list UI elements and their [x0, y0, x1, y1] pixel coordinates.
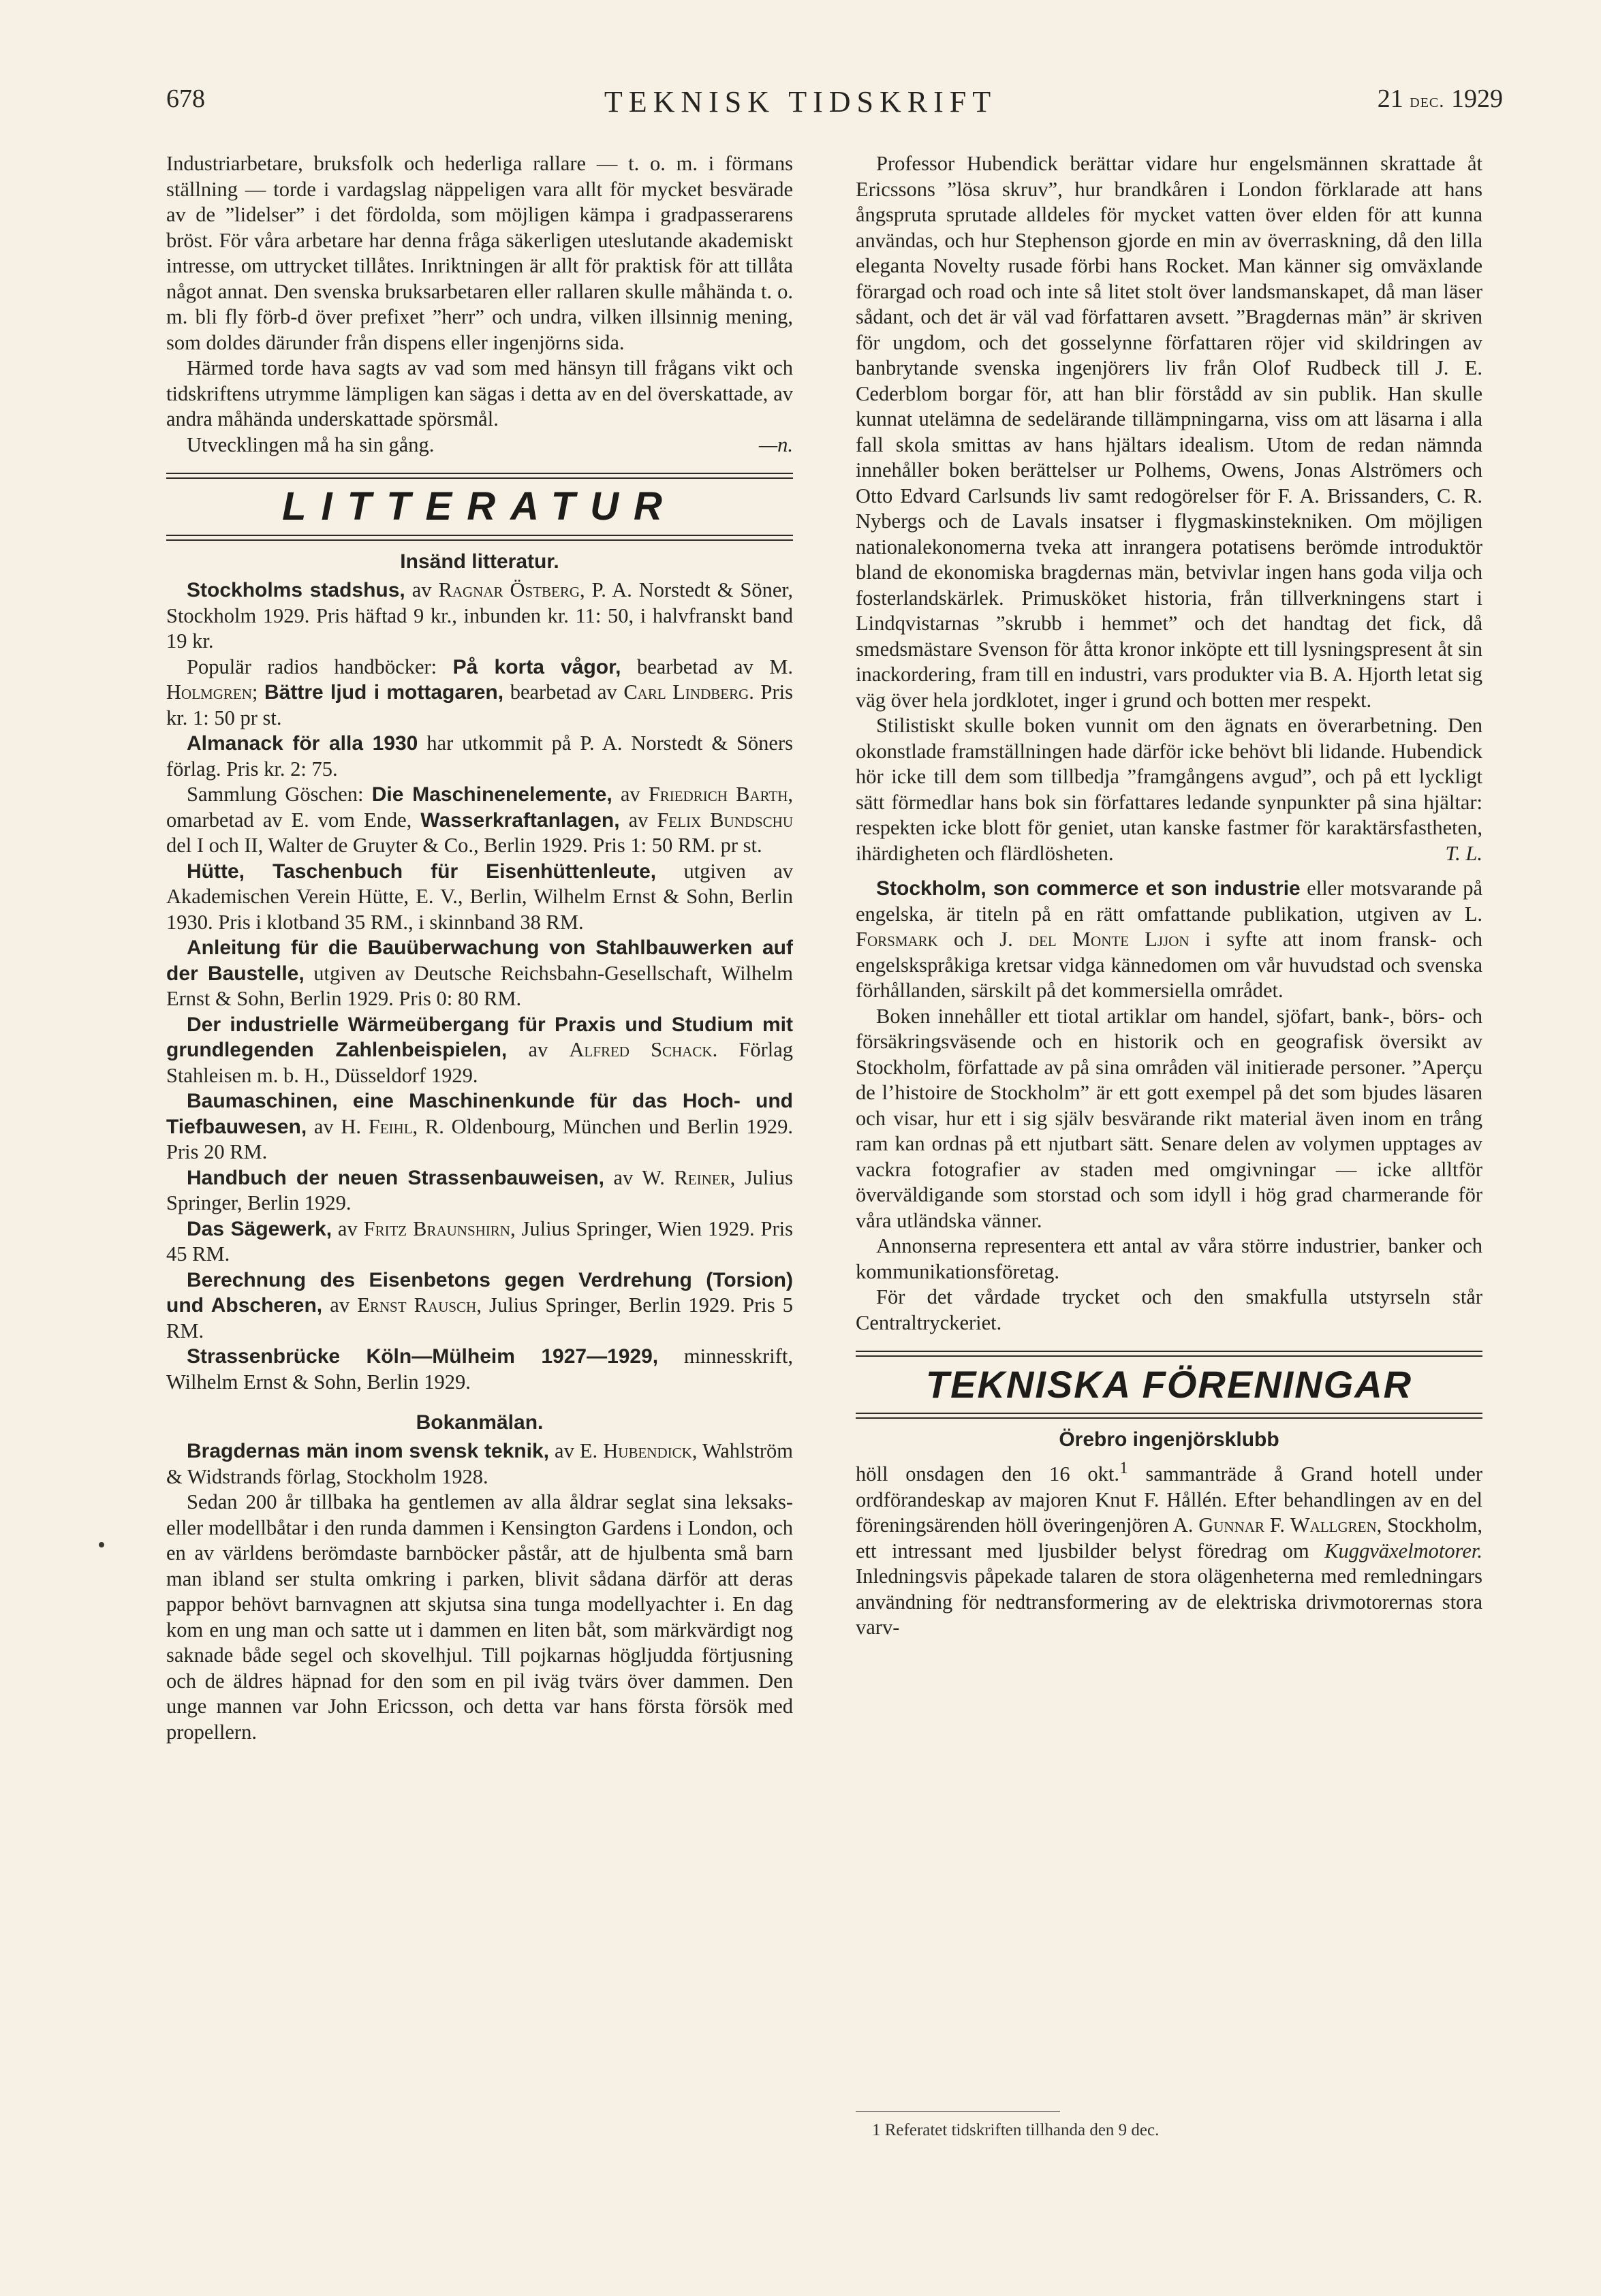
entry-text: Pris kr. 1: 50 pr st.	[166, 680, 793, 729]
insand-litteratur-heading: Insänd litteratur.	[400, 550, 559, 573]
banner-rule-top	[856, 1351, 1482, 1357]
review-citation	[166, 1438, 793, 1490]
book-entry	[166, 578, 793, 655]
book-author: Feihl,	[368, 1114, 418, 1138]
book-title: Stockholm, son commerce et son industrie	[876, 877, 1301, 900]
entry-text: P. A. Norstedt & Söner, Stockholm 1929. Pris häftad 9 kr., inbunden kr. 11: 50, i halvfranskt band 19 kr.	[166, 578, 793, 652]
orebro-heading: Örebro ingenjörsklubb	[1059, 1428, 1279, 1451]
stockholm-paragraph-3: Annonserna representera ett antal av våra större industrier, banker och kommunikationsföretag.	[856, 1234, 1482, 1283]
book-entry	[166, 731, 793, 782]
talk-title: Kuggväxelmotorer.	[1324, 1539, 1482, 1562]
book-author: Forsmark	[856, 928, 938, 951]
book-title: På korta vågor,	[452, 655, 621, 678]
book-title: Almanack för alla 1930	[187, 732, 418, 755]
book-title: Bragdernas män inom svensk teknik,	[187, 1440, 549, 1462]
entry-text: av	[405, 578, 439, 601]
book-author: del Monte Ljjon	[1028, 928, 1190, 951]
entry-text: Populär radios handböcker:	[187, 655, 453, 678]
entry-text: av H.	[307, 1114, 369, 1138]
entry-text: av	[507, 1038, 570, 1061]
book-title: Die Maschinenelemente,	[371, 783, 612, 806]
book-entry	[166, 1088, 793, 1165]
book-title: Berechnung des Eisenbetons gegen Verdrehung (Torsion) und Abscheren,	[166, 1268, 793, 1317]
entry-text: bearbetad av	[503, 680, 624, 704]
intro-paragraph-3	[166, 433, 793, 458]
entry-text: utgiven av Akademischen Verein Hütte, E. V., Berlin, Wilhelm Ernst & Sohn, Berlin 1930. Pris i klotband 35 RM., i skinnband 38 RM.	[166, 859, 793, 934]
book-author: Alfred Schack.	[569, 1038, 718, 1061]
entry-text: höll onsdagen den 16 okt.	[856, 1462, 1120, 1486]
book-entry	[166, 1344, 793, 1395]
spacer	[166, 1395, 793, 1404]
entry-text: F.	[1264, 1513, 1290, 1537]
entry-text: Julius Springer, Berlin 1929. Pris 5 RM.	[166, 1293, 793, 1342]
entry-text: i syfte att inom fransk- och engelskspråkiga kretsar vidga kännedomen om vår huvudstad och svenska förhållanden, särskilt på det kommersiella området.	[856, 928, 1482, 1002]
banner-rule-top	[166, 473, 793, 479]
book-author: Carl Lindberg.	[623, 680, 754, 704]
book-author: Fritz Braunshirn,	[363, 1216, 516, 1240]
book-title: Stockholms stadshus,	[187, 579, 405, 601]
book-title: Strassenbrücke Köln—Mülheim 1927—1929,	[187, 1345, 659, 1368]
entry-text: och J.	[937, 928, 1029, 951]
entry-text: minnesskrift, Wilhelm Ernst & Sohn, Berlin 1929.	[166, 1344, 793, 1394]
book-title: Anleitung für die Bauüberwachung von Stahlbauwerken auf der Baustelle,	[166, 937, 793, 985]
footnote-mark: 1	[872, 2121, 881, 2139]
entry-text: eller motsvarande på engelska, är titeln på en rätt omfattande publikation, utgiven av L.	[856, 877, 1482, 926]
litteratur-banner	[166, 473, 793, 541]
book-title: Handbuch der neuen Strassenbauweisen,	[187, 1166, 604, 1189]
book-author: Holmgren;	[166, 680, 258, 704]
entry-text: Förlag Stahleisen m. b. H., Düsseldorf 1929.	[166, 1038, 793, 1087]
stockholm-paragraph-2: Boken innehåller ett tiotal artiklar om handel, sjöfart, bank-, börs- och försäkringsväsende och en historik och en geografisk översikt av Stockholm, författade av på sina områden väl initierade personer. ”Aperçu de l’histoire de Stockholm” är ett gott exempel på det som bjudes läsaren och visar, hur ett i sig själv besvärande rikt material även inom en trång ram kan ordnas på ett njutbart sätt. Senare delen av volymen upptages av vackra fotografier av staden med omgivningar — icke alltför överväldigande som storstad och som idyll i hög grad charmerande för våra utländska vänner.	[856, 1004, 1482, 1232]
banner-rule-bottom	[856, 1413, 1482, 1419]
issue-year: 1929	[1451, 84, 1503, 113]
book-title: Wasserkraftanlagen,	[420, 808, 620, 832]
entry-text: har utkommit på P. A. Norstedt & Söners förlag. Pris kr. 2: 75.	[166, 732, 793, 781]
footnote-ref: 1	[1119, 1458, 1128, 1477]
book-entry	[166, 655, 793, 732]
entry-text: R. Oldenbourg, München und Berlin 1929. Pris 20 RM.	[166, 1114, 793, 1163]
entry-text: av	[612, 783, 649, 806]
book-entry	[856, 876, 1482, 1004]
intro-closing-line: Utvecklingen må ha sin gång.	[187, 433, 435, 456]
entry-text: av	[322, 1293, 358, 1317]
tekniska-foreningar-banner	[856, 1351, 1482, 1419]
book-title: Der industrielle Wärmeübergang für Praxis und Studium mit grundlegenden Zahlenbeispielen,	[166, 1013, 793, 1061]
speaker-name: Gunnar	[1198, 1513, 1264, 1537]
book-title: Baumaschinen, eine Maschinenkunde für das Hoch- und Tiefbauwesen,	[166, 1090, 793, 1138]
entry-text: Sammlung Göschen:	[187, 783, 372, 806]
book-author: Hubendick,	[603, 1439, 698, 1462]
page-number: 678	[166, 84, 205, 113]
review-paragraph-2: Professor Hubendick berättar vidare hur engelsmännen skrattade åt Ericssons ”lösa skruv”, hur brandkåren i London förklarade att hans ångspruta sprutade alldeles för mycket vatten över elden för att kunna användas, och hur Stephenson gjorde en min av överraskning, då den lilla eleganta Novelty rusade förbi hans Rocket. Man känner sig omväxlande förargad och road och inte så litet stolt över landsmanskapet, då man läser sådant, och det är väl vad författaren avsett. ”Bragdernas män” är skriven för ungdom, och det gosselynne författaren röjer vid skildringen av banbrytande svenska ingenjörers liv från Olof Rudbeck till J. E. Cederblom borgar för, att han blir förstådd av sin publik. Han skulle kunnat utelämna de sedelärande tillämpningarna, viss om att läsarna i alla fall skola smittas av hans hjältars idealism. Utom de redan nämnda innehåller boken berättelser ur Polhems, Owens, Jonas Alströmers och Otto Edvard Carlsunds liv samt redogörelser för F. A. Brissanders, C. R. Nybergs och de Lavals insatser i flygmaskinstekniken. Om möjligen nationalekonomerna tveka att inrangera potatisens berömde introduktör bland de ekonomiska bragdernas män, betvivlar ingen hans goda vilja och fosterlandskärlek. Primusköket historia, från tillverkningens start i Lindqvistarnas ”skrubb i hemmet” och det handtag det fick, då smedsmästare Svenson för åtta kronor inköpte ett till lysningspresent åt sin inackordering, fram till en industri, vars produkter via B. A. Hjorth letat sig väg över hela jordklotet, inger i grund och botten mer respekt.	[856, 152, 1482, 712]
entry-text: sammanträde å Grand hotell under ordförandeskap av majoren Knut F. Hållén. Efter behandlingen av en del föreningsärenden höll överingenjören A.	[856, 1462, 1483, 1537]
entry-text: del I och II, Walter de Gruyter & Co., Berlin 1929. Pris 1: 50 RM. pr st.	[166, 834, 762, 857]
banner-rule-bottom	[166, 535, 793, 541]
entry-text: av	[619, 808, 657, 832]
entry-text: bearbetad av M.	[621, 655, 793, 678]
footnote	[872, 2120, 1485, 2141]
entry-text: Julius Springer, Wien 1929. Pris 45 RM.	[166, 1216, 793, 1265]
review-signature: T. L.	[1445, 841, 1482, 865]
tekniska-foreningar-banner-title: TEKNISKA FÖRENINGAR	[925, 1363, 1413, 1406]
book-author: Reiner,	[674, 1165, 736, 1189]
book-title: Das Sägewerk,	[187, 1217, 332, 1240]
book-title: Hütte, Taschenbuch für Eisenhüttenleute,	[187, 860, 657, 883]
book-entry	[166, 1012, 793, 1089]
entry-text: av W.	[604, 1165, 674, 1189]
intro-signature: —n.	[759, 433, 793, 456]
intro-paragraph-1: Industriarbetare, bruksfolk och hederliga rallare — t. o. m. i förmans ställning — torde i vardagslag näppeligen vara allt för mycket besvärade av de ”lidelser” i det fördolda, som möjligen kämpa i gradpasserarens bröst. För våra arbetare har denna fråga säkerligen uteslutande akademiskt intresse, om uttrycket tillåtes. Inriktningen är allt för praktisk för att tillåta något annat. Den svenska bruksarbetaren eller rallaren skulle måhända t. o. m. bli fly förb-d över prefixet ”herr” och undra, vilken illsinnig mening, som doldes därunder från dispens eller ingenjörns sida.	[166, 152, 793, 354]
book-entry	[166, 1268, 793, 1344]
issue-day: 21	[1377, 84, 1403, 113]
litteratur-banner-title: LITTERATUR	[282, 484, 677, 529]
entry-text: utgiven av Deutsche Reichsbahn-Gesellschaft, Wilhelm Ernst & Sohn, Berlin 1929. Pris 0: 80 RM.	[166, 961, 793, 1010]
entry-text: Wahlström & Widstrands förlag, Stockholm 1928.	[166, 1439, 794, 1488]
book-entry	[166, 1165, 793, 1216]
left-column	[166, 151, 793, 1745]
review-paragraph-3-text: Stilistiskt skulle boken vunnit om den ägnats en överarbetning. Den okonstlade framställningen hade därför icke behövt bli lidande. Hubendick hör icke till dem som tillbedja ”framgångens avgud”, och på ett lyckligt sätt förmedlar hans bok sin författares ledande synpunkter på sina hjältar: respekten icke blott för geniet, utan kanske fastmer för karaktärsfastheten, ihärdigheten och flärdlösheten.	[856, 714, 1482, 865]
entry-text	[258, 680, 264, 704]
entry-text: Stockholm, ett intressant med ljusbilder belyst föredrag om	[856, 1513, 1482, 1562]
issue-month: dec.	[1410, 90, 1445, 112]
speaker-name: Wallgren,	[1290, 1513, 1382, 1537]
footnote-rule	[856, 2111, 1060, 2112]
book-author: Friedrich Barth,	[648, 783, 793, 806]
book-entry	[166, 782, 793, 859]
book-author: Ragnar Östberg,	[438, 578, 585, 601]
review-paragraph-1: Sedan 200 år tillbaka ha gentlemen av alla åldrar seglat sina leksaks- eller modellbåtar i den runda dammen i Kensington Gardens i London, och en av världens berömdaste barnböcker påstår, att de hjulbenta små barn man ibland ser stulta omkring i parken, blivit sådana därför att deras pappor behövt barnvagnen att skjutsa sina tunga modellyachter i. En dag kom en ung man och satte ut i dammen en liten båt, som märkvärdigt nog saknade både segel och skovelhjul. Till pojkarnas högljudda förtjusning och de äldres häpnad for den som en pil iväg tvärs över dammen. Den unge mannen var John Ericsson, och detta var hans första försök med propellern.	[166, 1490, 793, 1744]
book-entry	[166, 935, 793, 1012]
journal-title: TEKNISK TIDSKRIFT	[604, 85, 997, 119]
entry-text: av E.	[548, 1439, 604, 1462]
orebro-paragraph	[856, 1456, 1482, 1641]
book-author: Felix Bundschu	[657, 808, 794, 832]
entry-text: Julius Springer, Berlin 1929.	[166, 1165, 793, 1214]
entry-text: av	[332, 1216, 364, 1240]
issue-date	[1378, 86, 1503, 112]
margin-speck	[99, 1542, 104, 1547]
review-paragraph-3	[856, 713, 1482, 866]
footnote-text: Referatet tidskriften tillhanda den 9 dec.	[880, 2121, 1160, 2139]
entry-text: Inledningsvis påpekade talaren de stora olägenheterna med remledningars användning för nedtransformering av de elektriska drivmotorernas stora varv-	[856, 1564, 1482, 1639]
entry-text: omarbetad av E. vom Ende,	[166, 808, 421, 832]
intro-paragraph-2: Härmed torde hava sagts av vad som med hänsyn till frågans vikt och tidskriftens utrymme lämpligen kan sägas i detta av en del överskattade, av andra måhända underskattade spörsmål.	[166, 356, 793, 430]
book-entry	[166, 1216, 793, 1268]
right-column	[856, 151, 1482, 1641]
book-author: Ernst Rausch,	[357, 1293, 482, 1317]
stockholm-paragraph-4: För det vårdade trycket och den smakfulla utstyrseln står Centraltryckeriet.	[856, 1285, 1482, 1334]
book-entry	[166, 859, 793, 936]
book-title: Bättre ljud i mottagaren,	[264, 681, 504, 704]
spacer	[856, 866, 1482, 876]
bokanmalan-heading: Bokanmälan.	[416, 1411, 544, 1434]
